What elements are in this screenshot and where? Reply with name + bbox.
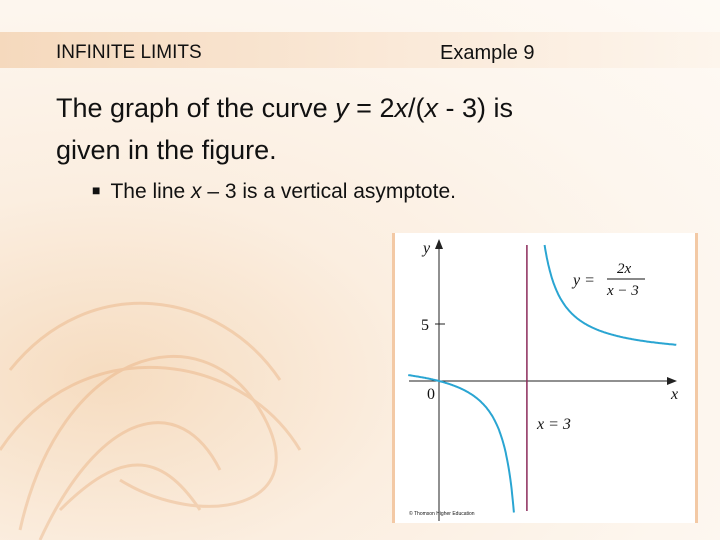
x-axis-arrow-icon xyxy=(667,377,677,385)
bullet-item xyxy=(92,180,456,204)
intro-eq-end: - 3) is xyxy=(437,93,513,123)
asymptote-label: x = 3 xyxy=(537,416,571,433)
intro-text-2: given in the figure. xyxy=(56,134,277,165)
origin-label: 0 xyxy=(427,386,435,403)
graph-svg xyxy=(395,233,689,523)
y-axis-arrow-icon xyxy=(435,239,443,249)
bullet-text-var: x xyxy=(191,180,202,203)
intro-eq-x2: x xyxy=(424,93,438,123)
background-swirl-decoration xyxy=(0,150,380,540)
equation-numerator: 2x xyxy=(617,261,632,277)
intro-text-1: The graph of the curve xyxy=(56,93,336,123)
graph-figure xyxy=(392,233,698,523)
curve-left-branch xyxy=(408,375,514,512)
x-axis-label: x xyxy=(671,386,679,403)
intro-paragraph xyxy=(56,88,696,172)
y-axis-label: y xyxy=(423,240,431,257)
intro-eq-div: /( xyxy=(407,93,425,123)
intro-eq-lhs: y xyxy=(335,93,349,123)
bullet-text-after: – 3 is a vertical asymptote. xyxy=(201,180,456,203)
equation-lhs: y = xyxy=(573,272,595,289)
y-tick-label: 5 xyxy=(421,317,429,334)
copyright-note: © Thomson Higher Education xyxy=(409,511,475,517)
example-label: Example 9 xyxy=(440,42,535,64)
section-title: INFINITE LIMITS xyxy=(56,42,202,63)
equation-denominator: x − 3 xyxy=(607,283,639,299)
bullet-square-icon: ■ xyxy=(92,182,101,198)
intro-eq-x: x xyxy=(394,93,408,123)
bullet-text-before: The line xyxy=(110,180,192,203)
intro-eq-mid: = 2 xyxy=(348,93,395,123)
